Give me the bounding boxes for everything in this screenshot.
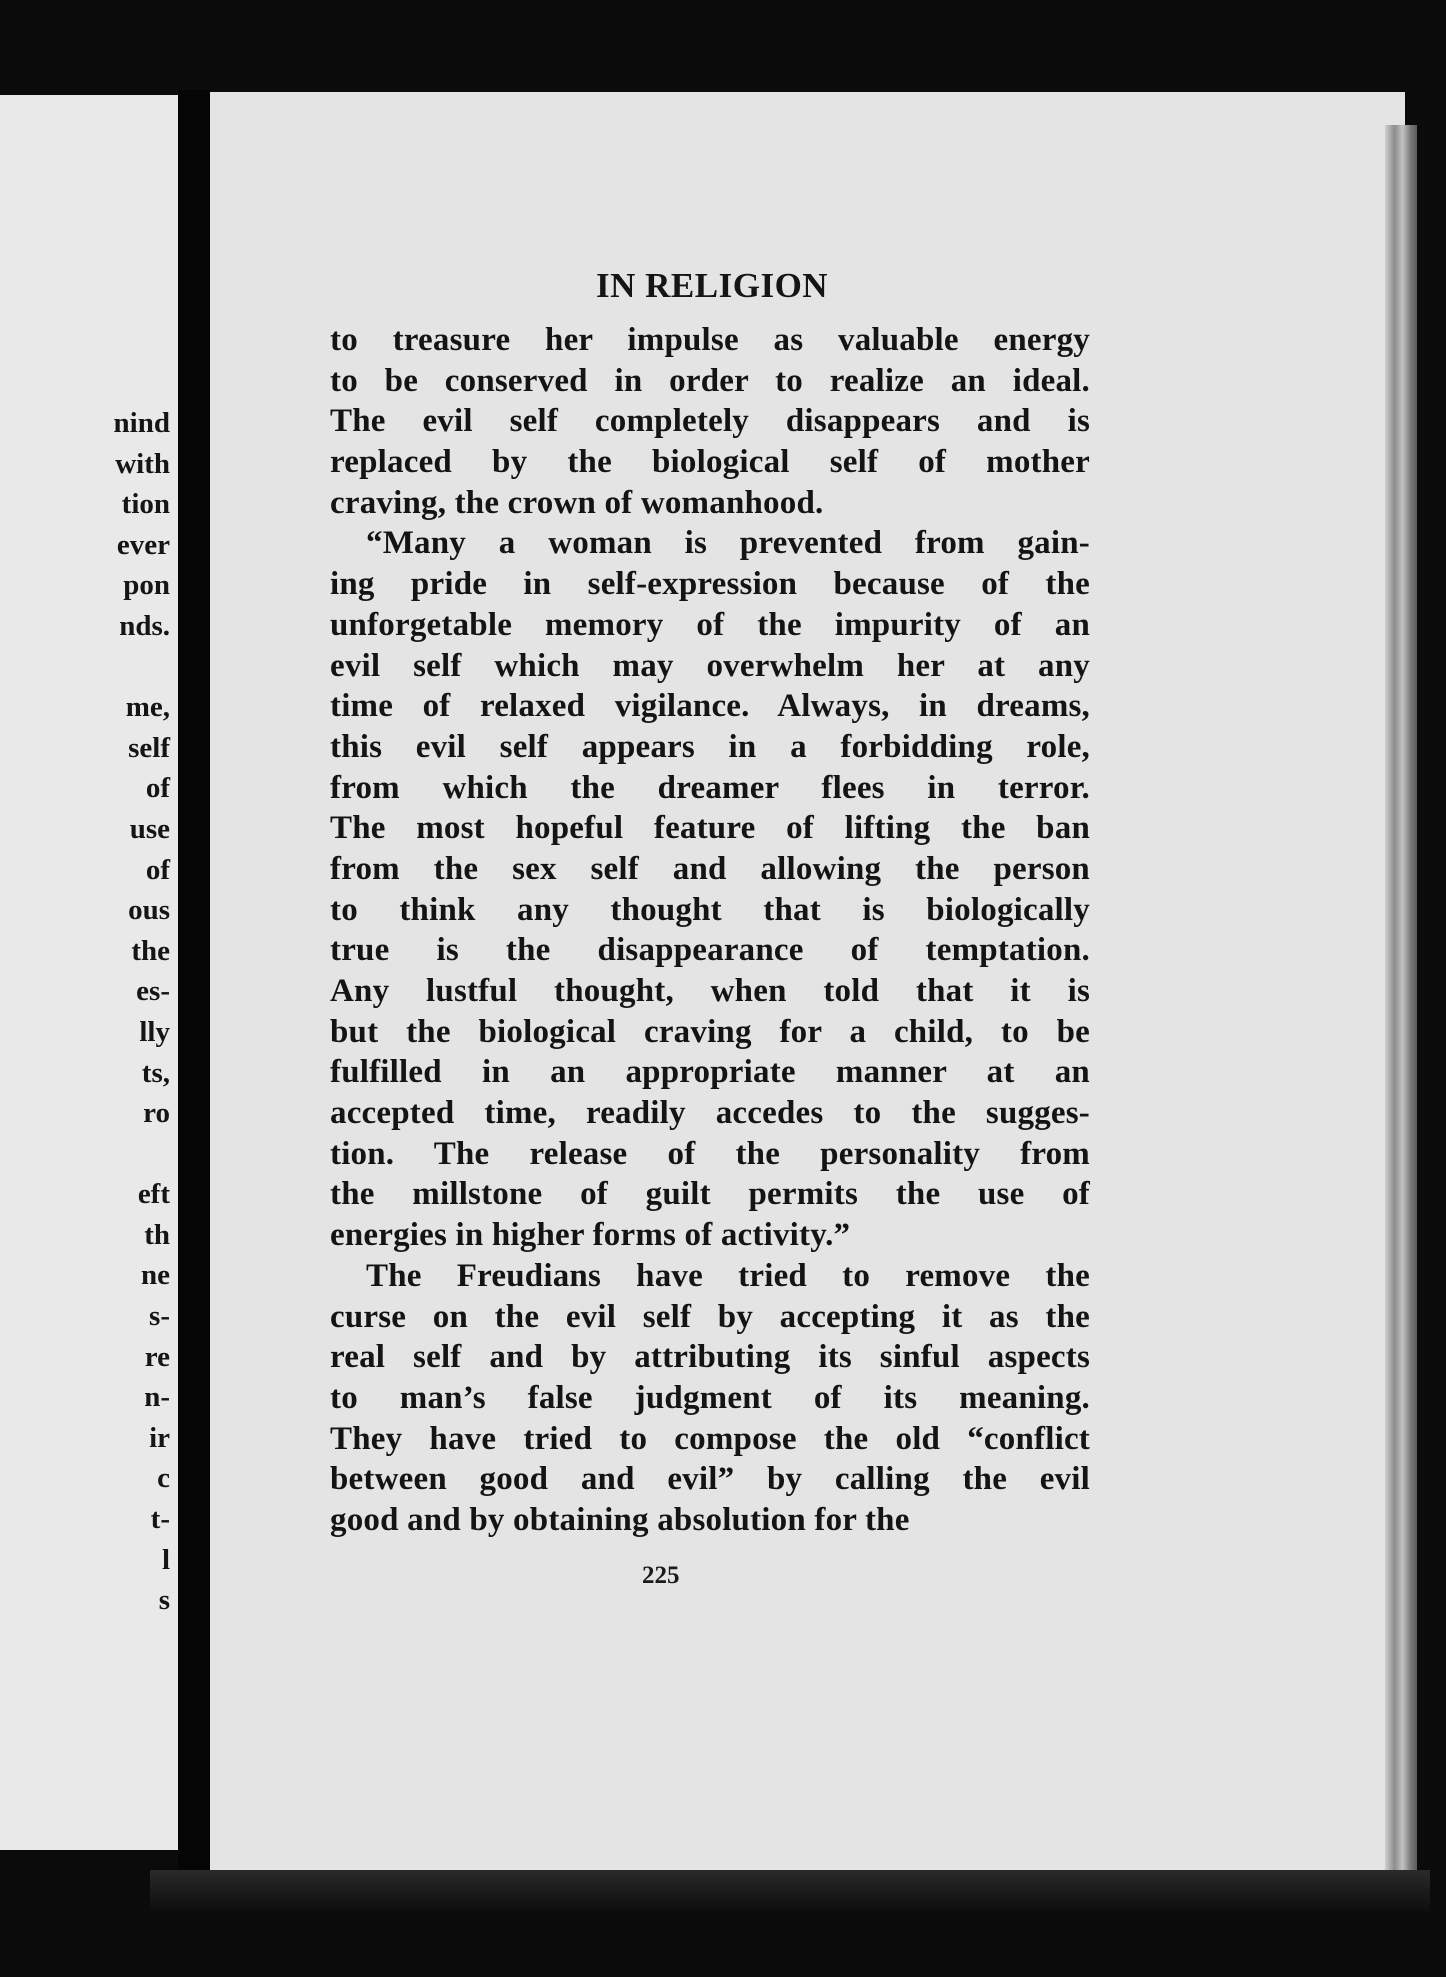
text-line: the millstone of guilt permits the use of [330, 1176, 1090, 1213]
running-head: IN RELIGION [596, 266, 829, 305]
left-text-fragment: n- [144, 1381, 170, 1414]
left-text-fragment: c [157, 1462, 170, 1495]
page-edge [1385, 125, 1417, 1905]
text-line: to man’s false judgment of its meaning. [330, 1379, 1090, 1416]
text-line: from the sex self and allowing the person [330, 850, 1090, 887]
text-line: evil self which may overwhelm her at any [330, 647, 1090, 684]
left-text-fragment: nind [113, 407, 170, 439]
left-text-fragment: re [144, 1340, 170, 1373]
left-text-fragment [114, 647, 170, 688]
text-line: real self and by attributing its sinful aspects [330, 1339, 1090, 1376]
text-line: fulfilled in an appropriate manner at an [330, 1054, 1090, 1091]
left-text-fragment: th [144, 1218, 170, 1251]
left-text-fragment: me, [125, 691, 170, 724]
page-number: 225 [642, 1562, 680, 1589]
left-text-fragment: t- [150, 1503, 170, 1536]
text-line: unforgetable memory of the impurity of an [330, 606, 1090, 643]
text-line: The most hopeful feature of lifting the ban [330, 810, 1090, 847]
text-line: ing pride in self-expression because of the [330, 566, 1090, 603]
text-line: The evil self completely disappears and is [330, 403, 1090, 440]
left-page-text [114, 403, 170, 1621]
text-line: “Many a woman is prevented from gain- [366, 525, 1090, 562]
left-text-fragment: ro [143, 1097, 170, 1130]
left-text-fragment: tion [121, 488, 170, 521]
left-text-fragment: the [131, 934, 170, 967]
page-body-text [330, 320, 1090, 1541]
text-line: replaced by the biological self of mother [330, 444, 1090, 481]
text-line: but the biological craving for a child, to be [330, 1013, 1090, 1050]
left-text-fragment: self [128, 731, 170, 764]
left-text-fragment: ts, [141, 1056, 170, 1089]
text-line: curse on the evil self by accepting it as the [330, 1298, 1090, 1335]
text-line: between good and evil” by calling the evil [330, 1461, 1090, 1498]
left-text-fragment: s [158, 1584, 170, 1617]
left-text-fragment: eft [137, 1178, 170, 1211]
left-facing-page [0, 95, 178, 1850]
left-text-fragment: nds. [119, 609, 170, 642]
bottom-shadow [150, 1870, 1430, 1915]
left-text-fragment: ne [141, 1259, 170, 1292]
text-line: this evil self appears in a forbidding role, [330, 728, 1090, 765]
text-line: tion. The release of the personality from [330, 1135, 1090, 1172]
text-line: They have tried to compose the old “conflict [330, 1420, 1090, 1457]
text-line: to treasure her impulse as valuable energy [330, 322, 1090, 358]
left-text-fragment: pon [123, 569, 170, 602]
left-text-fragment: s- [149, 1300, 170, 1333]
text-line: to think any thought that is biologically [330, 891, 1090, 928]
left-text-fragment [114, 1134, 170, 1175]
text-line: good and by obtaining absolution for the [330, 1501, 910, 1538]
left-text-fragment: with [115, 447, 170, 480]
book-gutter [178, 90, 210, 1880]
text-line: time of relaxed vigilance. Always, in dreams, [330, 688, 1090, 725]
text-line: craving, the crown of womanhood. [330, 484, 824, 521]
left-text-fragment: lly [139, 1015, 170, 1048]
text-line: accepted time, readily accedes to the sugges- [330, 1095, 1090, 1132]
left-text-fragment: ever [116, 528, 170, 561]
left-text-fragment: of [145, 772, 170, 805]
left-text-fragment: use [129, 812, 170, 845]
text-line: from which the dreamer flees in terror. [330, 769, 1090, 806]
text-line: The Freudians have tried to remove the [366, 1257, 1090, 1294]
left-text-fragment: of [145, 853, 170, 886]
text-line: true is the disappearance of temptation. [330, 932, 1090, 969]
text-line: Any lustful thought, when told that it is [330, 973, 1090, 1009]
left-text-fragment: ous [128, 894, 170, 927]
left-text-fragment: ir [149, 1421, 170, 1454]
left-text-fragment: l [161, 1543, 170, 1576]
left-text-fragment: es- [136, 975, 170, 1008]
text-line: energies in higher forms of activity.” [330, 1217, 851, 1254]
text-line: to be conserved in order to realize an ideal. [330, 362, 1090, 399]
